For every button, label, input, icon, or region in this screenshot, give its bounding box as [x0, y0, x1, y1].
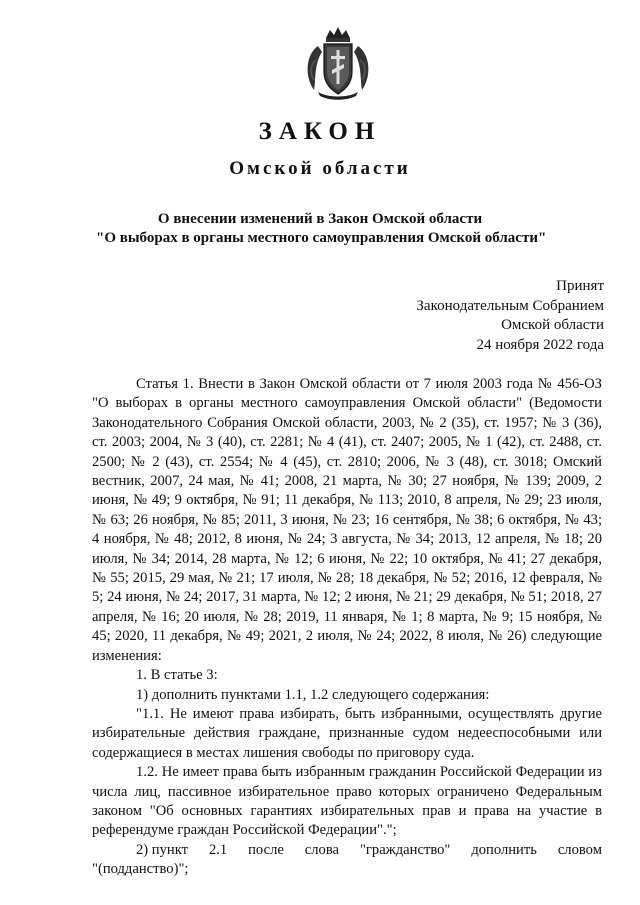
adoption-block [416, 277, 604, 355]
subitem-2-word: после [248, 841, 284, 858]
region-name: Омской области [229, 158, 411, 179]
subitem-2-word: дополнить [471, 841, 537, 858]
quoted-clause-1-1: "1.1. Не имеют права избирать, быть избранными, осуществлять другие избирательные действия граждане, признанные судом недееспособными или содержащиеся в местах лишения свободы по приговору суда. [92, 705, 602, 761]
quoted-clause-1-2: 1.2. Не имеет права быть избранным гражданин Российской Федерации из числа лиц, пассивное избирательное право которых ограничено Федеральным законом "Об основных гарантиях избирательных прав и права на участие в референдуме граждан Российской Федерации"."; [92, 764, 602, 839]
adopted-line-2: Законодательным Собранием [416, 297, 604, 314]
subitem-2-word: слова [304, 841, 340, 858]
subitem-2-line [92, 841, 602, 860]
subject-line-2: "О выборах в органы местного самоуправления Омской области" [96, 230, 547, 246]
subitem-2-word: "гражданство" [359, 841, 451, 858]
law-subject [96, 210, 547, 248]
adopted-line-3: Омской области [501, 317, 604, 333]
item-1: 1. В статье 3: [136, 667, 218, 684]
subitem-2-end: "(подданство)"; [92, 861, 189, 878]
subitem-2-word: 2.1 [208, 841, 228, 858]
adopted-line-1: Принят [556, 278, 604, 294]
subitem-2-word: словом [557, 841, 602, 858]
law-title: ЗАКОН [258, 118, 382, 145]
adoption-date: 24 ноября 2022 года [476, 336, 604, 353]
article-1-paragraph: Статья 1. Внести в Закон Омской области от 7 июля 2003 года № 456-ОЗ "О выборах в органы местного самоуправления Омской области" (Ведомости Законодательного Собрания Омской области, 2003, № 2 (35), ст. 1957; № 3 (36), ст. 2003; 2004, № 3 (40), ст. 2281; № 4 (41), ст. 2407; 2005, № 1 (42), ст. 2488, ст. 2500; № 2 (43), ст. 2554; № 4 (45), ст. 2810; 2006, № 3 (48), ст. 3018; Омский вестник, 2007, 24 мая, № 41; 2008, 21 марта, № 30; 27 ноября, № 139; 2009, 2 июня, № 49; 9 октября, № 91; 11 декабря, № 113; 2010, 8 апреля, № 29; 23 июля, № 63; 26 ноября, № 85; 2011, 3 июня, № 23; 16 сентября, № 38; 6 октября, № 43; 4 ноября, № 48; 2012, 8 июня, № 24; 3 августа, № 34; 2013, 12 апреля, № 18; 20 июля, № 34; 2014, 28 марта, № 12; 6 июня, № 22; 10 октября, № 41; 27 декабря, № 55; 2015, 29 мая, № 21; 17 июля, № 28; 18 декабря, № 52; 2016, 12 февраля, № 5; 24 июня, № 24; 2017, 31 марта, № 12; 2 июня, № 21; 29 декабря, № 51; 2018, 27 апреля, № 16; 20 июля, № 28; 2019, 11 января, № 1; 8 марта, № 9; 15 ноября, № 45; 2020, 11 декабря, № 49; 2021, 2 июля, № 24; 2022, 8 июля, № 26) следующие изменения: [92, 376, 602, 664]
subitem-2-word: 2) пункт [136, 841, 188, 858]
omsk-region-coat-of-arms-icon [296, 24, 380, 102]
subitem-1: 1) дополнить пунктами 1.1, 1.2 следующего содержания: [136, 686, 490, 703]
subject-line-1: О внесении изменений в Закон Омской области [157, 211, 483, 227]
article-body [92, 375, 602, 880]
